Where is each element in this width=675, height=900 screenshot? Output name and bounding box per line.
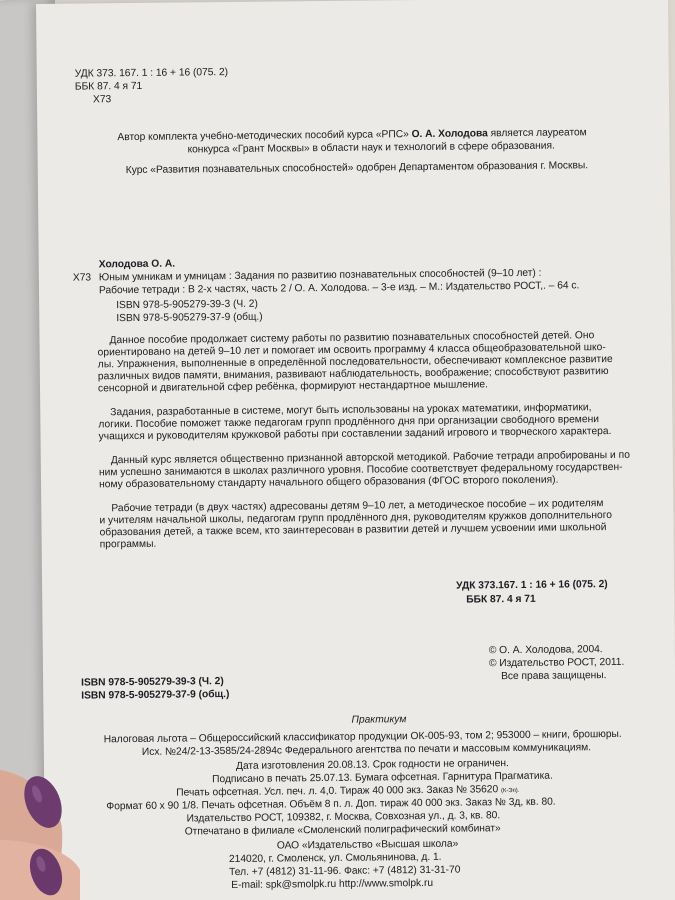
record-author: Холодова О. А.: [98, 258, 176, 271]
udc-code-bottom: УДК 373.167. 1 : 16 + 16 (075. 2): [456, 579, 608, 592]
award-line-1: Автор комплекта учебно-методических пособий курса «РПС» О. А. Холодова является лауреатом: [117, 127, 587, 144]
imprint-format: Формат 60 х 90 1/8. Печать офсетная. Объём 8 п. л. Доп. тираж 40 000 экз. Заказ № 3д, кв. 80.: [106, 796, 556, 813]
imprint-manufacture-date: Дата изготовления 20.08.13. Срок годности не ограничен.: [235, 758, 509, 772]
imprint-tax: Налоговая льгота – Общероссийский классификатор продукции ОК-005-93, том 2; 953000 – книги, брошюры.: [103, 728, 622, 746]
approval-line: Курс «Развития познавательных способностей» одобрен Департаментом образования г. Москвы.: [125, 160, 589, 177]
imprint-signed: Подписано в печать 25.07.13. Бумага офсетная. Гарнитура Прагматика.: [212, 770, 553, 786]
book-page: [36, 0, 675, 900]
award-line-2: конкурса «Грант Москвы» в области наук и технологий в сфере образования.: [187, 140, 555, 156]
imprint-contacts: E-mail: spk@smolpk.ru http://www.smolpk.ru: [231, 877, 434, 892]
record-isbn-1: ISBN 978-5-905279-39-3 (Ч. 2): [116, 298, 258, 312]
imprint-phone: Тел. +7 (4812) 31-11-96. Факс: +7 (4812) 31-31-70: [229, 864, 461, 879]
imprint-printed: Отпечатано в филиале «Смоленский полиграфический комбинат»: [184, 823, 501, 838]
record-title: Юным умникам и умницам : Задания по развитию познавательных способностей (9–10 лет) :: [98, 267, 542, 284]
annotation-paragraph-3: Данный курс является общественно признанной авторской методикой. Рабочие тетради апробированы и по ним успешно занимаются в школах различного уровня. Пособие соответствует федеральному государствен- ному образовательному стандарту начального общего образования (ФГОС второго поколения).: [98, 449, 630, 491]
record-isbn-2: ISBN 978-5-905279-37-9 (общ.): [116, 311, 263, 325]
bbk-code-bottom: ББК 87. 4 я 71: [466, 593, 536, 606]
hand-with-purple-nails: [0, 760, 80, 900]
imprint-publisher: Издательство РОСТ, 109382, г. Москва, Совхозная ул., д. 3, кв. 80.: [186, 810, 501, 825]
imprint-order: Печать офсетная. Усл. печ. л. 4,0. Тираж 40 000 экз. Заказ № 35620 (К-Эп).: [176, 784, 520, 799]
record-mark: Х73: [72, 272, 92, 284]
copyright-author: © О. А. Холодова, 2004.: [488, 644, 603, 657]
rights-reserved: Все права защищены.: [501, 670, 607, 683]
copyright-publisher: © Издательство РОСТ, 2011.: [488, 656, 625, 670]
isbn-bottom-1: ISBN 978-5-905279-39-3 (Ч. 2): [81, 676, 224, 689]
udc-code-top: УДК 373. 167. 1 : 16 + 16 (075. 2): [74, 66, 229, 80]
bbk-code-top: ББК 87. 4 я 71: [74, 80, 143, 93]
record-series: Рабочие тетради : В 2-х частях, часть 2 / О. А. Холодова. – 3-е изд. – М.: Издательство РОСТ,. – 64 с.: [98, 280, 580, 297]
author-mark-top: Х73: [92, 94, 112, 106]
imprint-address: 214020, г. Смоленск, ул. Смольянинова, д. 1.: [228, 851, 442, 866]
annotation-paragraph-1: Данное пособие продолжает систему работы по развитию познавательных способностей детей. Оно ориентировано на детей 9–10 лет и помогает им освоить программу 4 класса общеобразовательной шко- лы. Упражнения, выполненные в определённой последовательности, обеспечивают комплексное развитие различных видов памяти, внимания, развивают наблюдательность, воображение; способствуют развитию сенсорной и двигательной сфер ребёнка, формируют нестандартное мышление.: [97, 330, 613, 395]
isbn-bottom-2: ISBN 978-5-905279-37-9 (общ.): [81, 689, 230, 702]
imprint-license: Исх. №24/2-13-3585/24-2894с Федерального агентства по печати и массовым коммуникациям.: [141, 742, 591, 758]
imprint-series: Практикум: [351, 714, 407, 726]
annotation-paragraph-4: Рабочие тетради (в двух частях) адресованы детям 9–10 лет, а методическое пособие – их родителям и учителям начальной школы, педагогам групп продлённого дня, руководителям кружков дополнительного образования детей, а также всем, кто заинтересован в развитии детей и лучшем усвоении ими школьной программы.: [99, 498, 613, 551]
imprint-oao: ОАО «Издательство «Высшая школа»: [276, 838, 459, 852]
annotation-paragraph-2: Задания, разработанные в системе, могут быть использованы на уроках математики, информатики, логики. Пособие поможет также педагогам групп продлённого дня при организации свободного времени учащихся и руководителям кружковой работы при составлении заданий игрового и творческого характера.: [98, 402, 612, 443]
